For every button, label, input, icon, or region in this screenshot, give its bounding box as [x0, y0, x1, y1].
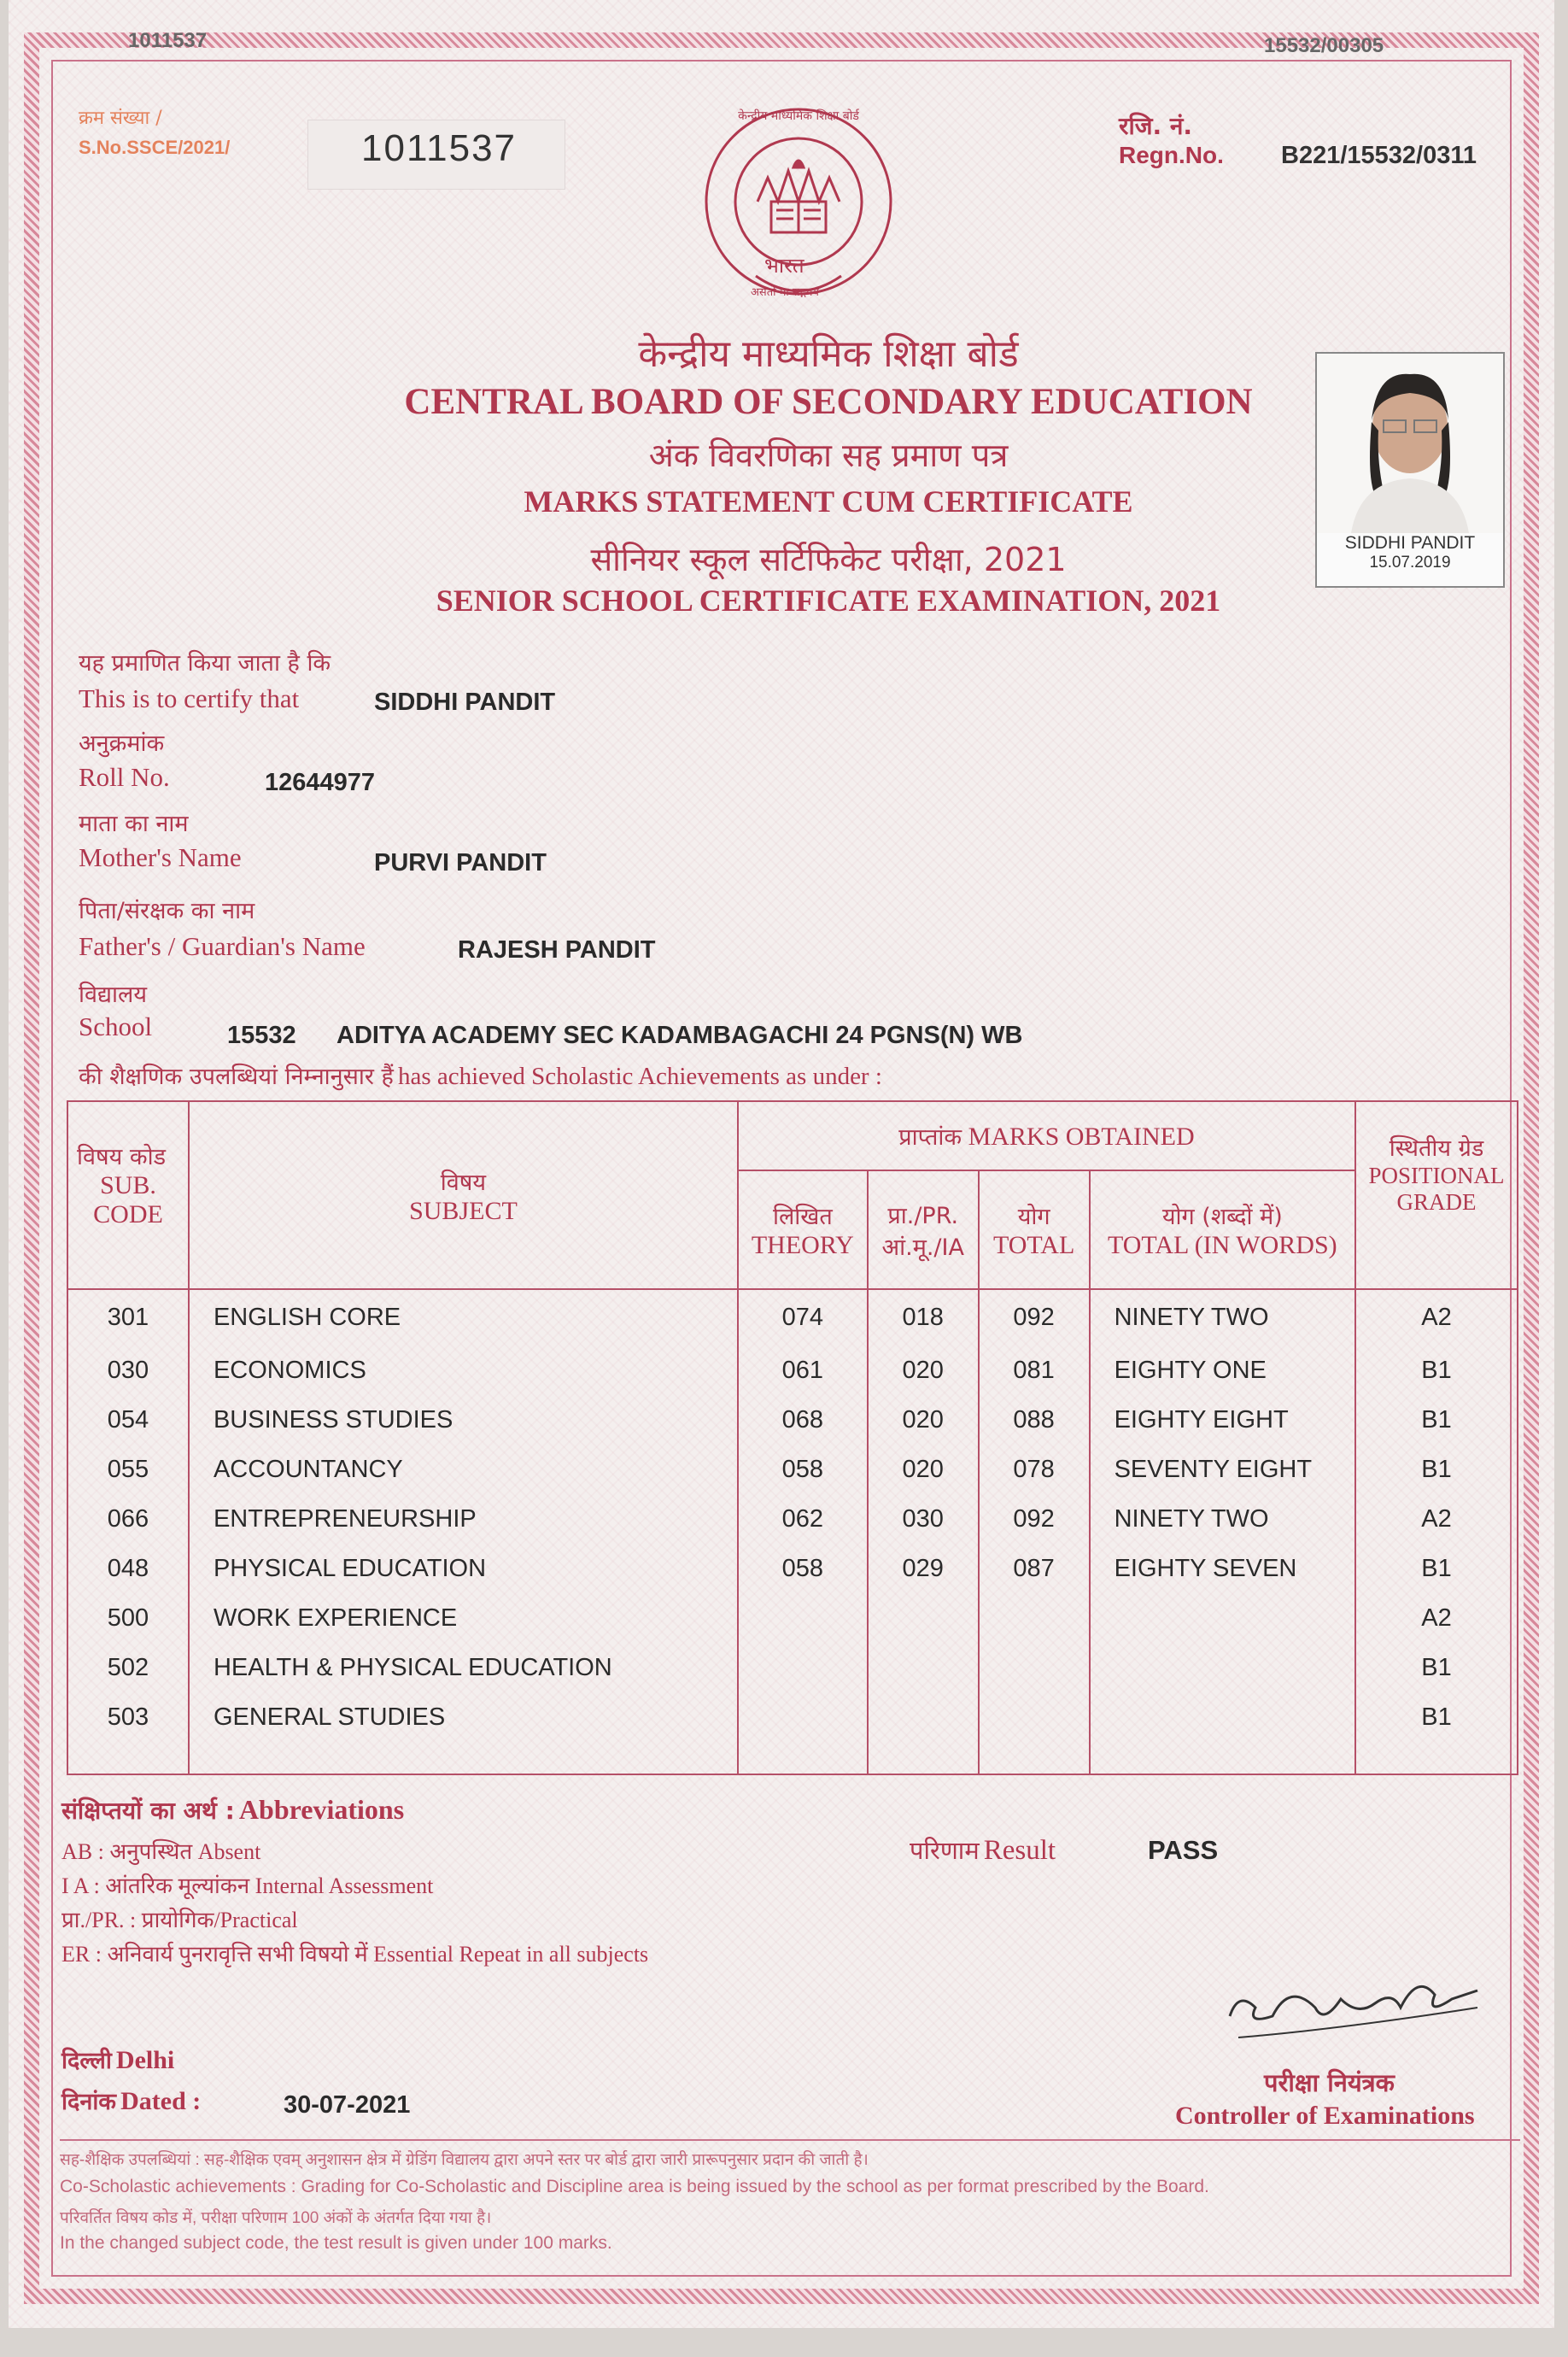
father-label-hi: पिता/संरक्षक का नाम — [79, 898, 255, 924]
grade: B1 — [1355, 1346, 1518, 1395]
certificate-sheet — [9, 0, 1554, 2328]
sub-name: WORK EXPERIENCE — [189, 1593, 738, 1643]
board-name-hi: केन्द्रीय माध्यमिक शिक्षा बोर्ड — [638, 332, 1019, 376]
header-subject-hi: विषय — [440, 1169, 487, 1196]
abbr-er: ER : अनिवार्य पुनरावृत्ति सभी विषयो में Essential Repeat in all subjects — [61, 1942, 649, 1967]
theory-marks — [738, 1692, 868, 1742]
practical-marks — [868, 1643, 979, 1692]
sub-name: GENERAL STUDIES — [189, 1692, 738, 1742]
regn-value: B221/15532/0311 — [1281, 142, 1477, 169]
total-marks — [979, 1593, 1090, 1643]
practical-marks: 029 — [868, 1544, 979, 1593]
sno-value: 1011537 — [361, 127, 518, 169]
sub-code: 066 — [67, 1494, 189, 1544]
theory-marks: 062 — [738, 1494, 868, 1544]
empty-cell — [868, 1742, 979, 1774]
theory-marks — [738, 1643, 868, 1692]
theory-marks: 061 — [738, 1346, 868, 1395]
student-photo — [1315, 352, 1505, 588]
result-label — [910, 1833, 1056, 1867]
header-words-hi: योग (शब्दों में) — [1161, 1204, 1283, 1231]
sub-name: ENGLISH CORE — [189, 1289, 738, 1346]
sub-name: ECONOMICS — [189, 1346, 738, 1395]
place — [61, 2043, 174, 2075]
theory-marks: 074 — [738, 1289, 868, 1346]
total-marks: 081 — [979, 1346, 1090, 1395]
header-words-en: TOTAL (IN WORDS) — [1107, 1231, 1337, 1260]
serial-top-right: 15532/00305 — [1264, 34, 1384, 57]
certify-label-en: This is to certify that — [79, 683, 300, 713]
cbse-logo — [696, 101, 901, 314]
controller-hi: परीक्षा नियंत्रक — [1264, 2068, 1395, 2097]
student-portrait-icon — [1317, 354, 1503, 533]
signature-icon — [1221, 1956, 1495, 2059]
empty-cell — [1355, 1742, 1518, 1774]
roll-label-en: Roll No. — [79, 762, 170, 792]
abbr-ia: I A : आंतरिक मूल्यांकन Internal Assessment — [61, 1873, 434, 1898]
school-label-en: School — [79, 1011, 153, 1041]
sno-label-en: S.No.SSCE/2021/ — [79, 137, 231, 158]
abbr-title-hi: संक्षिप्तयों का अर्थ : — [61, 1797, 235, 1825]
cbse-emblem-icon — [696, 101, 901, 314]
roll-label-hi: अनुक्रमांक — [79, 730, 165, 757]
total-words: NINETY TWO — [1090, 1289, 1355, 1346]
logo-ring-text: केन्द्रीय माध्यमिक शिक्षा बोर्ड — [738, 109, 859, 123]
school-name: ADITYA ACADEMY SEC KADAMBAGACHI 24 PGNS(N) WB — [336, 1022, 1023, 1049]
header-code — [67, 1101, 189, 1289]
theory-marks: 058 — [738, 1544, 868, 1593]
sub-code: 500 — [67, 1593, 189, 1643]
footnote-divider — [60, 2139, 1520, 2141]
total-marks: 087 — [979, 1544, 1090, 1593]
abbr-ab: AB : अनुपस्थित Absent — [61, 1839, 261, 1864]
header-total — [979, 1170, 1090, 1289]
header-pr-en: आं.मू./IA — [881, 1234, 964, 1261]
marks-table — [67, 1100, 1518, 1775]
total-marks: 092 — [979, 1494, 1090, 1544]
place-hi: दिल्ली — [61, 2048, 112, 2074]
grade: B1 — [1355, 1445, 1518, 1494]
serial-top-left: 1011537 — [128, 29, 208, 52]
subject-rows — [67, 1289, 1518, 1774]
logo-bharat: भारत — [764, 254, 804, 278]
result-label-en: Result — [983, 1835, 1056, 1866]
total-words: EIGHTY ONE — [1090, 1346, 1355, 1395]
practical-marks: 030 — [868, 1494, 979, 1544]
empty-cell — [67, 1742, 189, 1774]
subject-row — [67, 1593, 1518, 1643]
theory-marks — [738, 1593, 868, 1643]
subject-row — [67, 1494, 1518, 1544]
grade: A2 — [1355, 1593, 1518, 1643]
mother-value: PURVI PANDIT — [374, 849, 547, 877]
controller-signature — [1221, 1956, 1495, 2059]
total-words: SEVENTY EIGHT — [1090, 1445, 1355, 1494]
sub-code: 030 — [67, 1346, 189, 1395]
photo-date: 15.07.2019 — [1369, 554, 1451, 572]
empty-cell — [189, 1742, 738, 1774]
total-words: EIGHTY EIGHT — [1090, 1395, 1355, 1445]
total-words — [1090, 1692, 1355, 1742]
sub-name: BUSINESS STUDIES — [189, 1395, 738, 1445]
sub-name: PHYSICAL EDUCATION — [189, 1544, 738, 1593]
dated-label-en: Dated : — [120, 2087, 202, 2115]
header-code-hi: विषय कोड — [77, 1144, 167, 1170]
practical-marks — [868, 1692, 979, 1742]
regn-label-hi: रजि. नं. — [1119, 112, 1193, 140]
mother-label-en: Mother's Name — [79, 842, 242, 872]
sub-name: HEALTH & PHYSICAL EDUCATION — [189, 1643, 738, 1692]
theory-marks: 068 — [738, 1395, 868, 1445]
grade: B1 — [1355, 1643, 1518, 1692]
doc-title-en: MARKS STATEMENT CUM CERTIFICATE — [524, 484, 1133, 519]
achievement-line — [79, 1059, 882, 1091]
filler-row — [67, 1742, 1518, 1774]
header-grade — [1355, 1101, 1518, 1289]
dated-value: 30-07-2021 — [284, 2091, 411, 2119]
footnote-4: In the changed subject code, the test result is given under 100 marks. — [60, 2233, 612, 2253]
dated-label-hi: दिनांक — [61, 2089, 117, 2115]
header-marks — [738, 1101, 1355, 1170]
subject-row — [67, 1289, 1518, 1346]
board-name-en: CENTRAL BOARD OF SECONDARY EDUCATION — [404, 382, 1253, 422]
practical-marks: 020 — [868, 1395, 979, 1445]
certify-label-hi: यह प्रमाणित किया जाता है कि — [79, 650, 331, 677]
total-words: NINETY TWO — [1090, 1494, 1355, 1544]
result-value: PASS — [1148, 1835, 1219, 1865]
subject-row — [67, 1643, 1518, 1692]
grade: A2 — [1355, 1494, 1518, 1544]
father-label-en: Father's / Guardian's Name — [79, 931, 366, 961]
sub-code: 301 — [67, 1289, 189, 1346]
mother-label-hi: माता का नाम — [79, 811, 189, 837]
sub-code: 502 — [67, 1643, 189, 1692]
header-grade-hi: स्थितीय ग्रेड — [1389, 1135, 1484, 1162]
header-marks-en: MARKS OBTAINED — [968, 1123, 1195, 1152]
header-total-hi: योग — [1017, 1204, 1050, 1231]
regn-label-en: Regn.No. — [1119, 142, 1224, 168]
grade: B1 — [1355, 1692, 1518, 1742]
header-theory — [738, 1170, 868, 1289]
header-theory-hi: लिखित — [772, 1204, 833, 1231]
footnote-1: सह-शैक्षिक उपलब्धियां : सह-शैक्षिक एवम् अनुशासन क्षेत्र में ग्रेडिंग विद्यालय द्वारा अपने स्तर पर बोर्ड द्वारा जारी प्रारूपनुसार प्रदान की जाती है। — [60, 2151, 869, 2169]
total-marks: 088 — [979, 1395, 1090, 1445]
place-en: Delhi — [115, 2046, 175, 2074]
subject-row — [67, 1445, 1518, 1494]
grade: A2 — [1355, 1289, 1518, 1346]
sub-name: ENTREPRENEURSHIP — [189, 1494, 738, 1544]
header-theory-en: THEORY — [751, 1231, 854, 1260]
sub-code: 503 — [67, 1692, 189, 1742]
theory-marks: 058 — [738, 1445, 868, 1494]
total-marks: 078 — [979, 1445, 1090, 1494]
total-words: EIGHTY SEVEN — [1090, 1544, 1355, 1593]
achieve-label-hi: की शैक्षणिक उपलब्धियां निम्नानुसार हैं — [79, 1064, 394, 1090]
header-total-en: TOTAL — [992, 1231, 1075, 1260]
subject-row — [67, 1395, 1518, 1445]
total-marks — [979, 1643, 1090, 1692]
roll-value: 12644977 — [265, 769, 376, 796]
sub-code: 048 — [67, 1544, 189, 1593]
header-code-en: SUB. CODE — [93, 1171, 163, 1228]
subject-row — [67, 1346, 1518, 1395]
school-code: 15532 — [227, 1022, 296, 1049]
header-pr-hi: प्रा./PR. — [887, 1202, 959, 1229]
footnote-2: Co-Scholastic achievements : Grading for Co-Scholastic and Discipline area is being issued by the school as per format prescribed by the Board. — [60, 2177, 1209, 2196]
sub-code: 055 — [67, 1445, 189, 1494]
father-value: RAJESH PANDIT — [458, 936, 656, 964]
practical-marks: 020 — [868, 1346, 979, 1395]
total-marks — [979, 1692, 1090, 1742]
doc-title-hi: अंक विवरणिका सह प्रमाण पत्र — [648, 437, 1009, 474]
header-total-words — [1090, 1170, 1355, 1289]
sno-label-hi: क्रम संख्या / — [79, 108, 162, 129]
logo-motto: असतो मा सद्गमय — [751, 286, 819, 299]
result-label-hi: परिणाम — [910, 1836, 980, 1865]
total-words — [1090, 1593, 1355, 1643]
header-grade-en: POSITIONAL GRADE — [1368, 1163, 1505, 1215]
exam-title-en: SENIOR SCHOOL CERTIFICATE EXAMINATION, 2021 — [436, 583, 1221, 618]
grade: B1 — [1355, 1395, 1518, 1445]
total-marks: 092 — [979, 1289, 1090, 1346]
practical-marks: 018 — [868, 1289, 979, 1346]
empty-cell — [979, 1742, 1090, 1774]
abbr-title-en: Abbreviations — [238, 1794, 405, 1825]
practical-marks: 020 — [868, 1445, 979, 1494]
student-name: SIDDHI PANDIT — [374, 689, 556, 716]
practical-marks — [868, 1593, 979, 1643]
sno-value-box — [307, 120, 565, 190]
abbr-pr: प्रा./PR. : प्रायोगिक/Practical — [61, 1908, 298, 1932]
header-marks-hi: प्राप्तांक — [898, 1124, 962, 1152]
header-practical — [868, 1170, 979, 1289]
empty-cell — [1090, 1742, 1355, 1774]
exam-title-hi: सीनियर स्कूल सर्टिफिकेट परीक्षा, 2021 — [590, 541, 1067, 578]
footnote-3: परिवर्तित विषय कोड में, परीक्षा परिणाम 100 अंकों के अंतर्गत दिया गया है। — [60, 2209, 492, 2227]
photo-name: SIDDHI PANDIT — [1344, 533, 1476, 553]
header-subject-en: SUBJECT — [409, 1196, 518, 1225]
school-label-hi: विद्यालय — [79, 982, 147, 1008]
achieve-label-en: has achieved Scholastic Achievements as under : — [397, 1063, 882, 1090]
grade: B1 — [1355, 1544, 1518, 1593]
controller-en: Controller of Examinations — [1175, 2102, 1475, 2130]
empty-cell — [738, 1742, 868, 1774]
subject-row — [67, 1544, 1518, 1593]
sub-name: ACCOUNTANCY — [189, 1445, 738, 1494]
header-subject — [189, 1101, 738, 1289]
total-words — [1090, 1643, 1355, 1692]
sub-code: 054 — [67, 1395, 189, 1445]
abbreviations-title — [61, 1794, 404, 1826]
subject-row — [67, 1692, 1518, 1742]
dated-label — [61, 2084, 201, 2116]
